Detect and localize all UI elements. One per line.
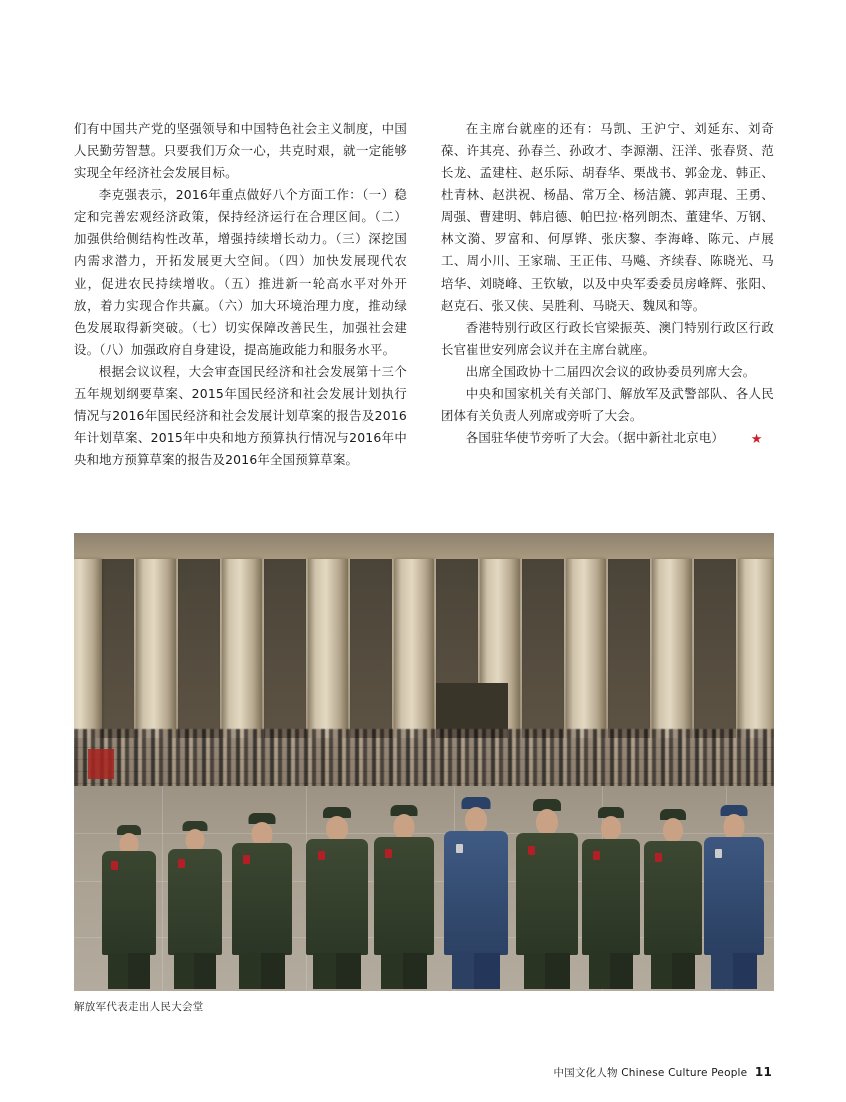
paragraph: 出席全国政协十二届四次会议的政协委员列席大会。 [465, 363, 756, 379]
trousers [545, 953, 570, 989]
trousers [239, 953, 263, 989]
trousers [313, 953, 338, 989]
delegate-badge [528, 846, 535, 855]
paragraph-text: 各国驻华使节旁听了大会。（据中新社北京电） [465, 430, 724, 446]
facade-shadow-gap [608, 559, 650, 738]
delegate-figure [644, 809, 702, 955]
delegate-badge [111, 861, 118, 870]
trousers [194, 953, 216, 989]
stone-column [222, 559, 262, 738]
article-body [74, 118, 774, 471]
paragraph: 李克强表示，2016年重点做好八个方面工作：（一）稳定和完善宏观经济政策，保持经济运行在合理区间。（二）加强供给侧结构性改革，增强持续增长动力。（三）深挖国内需求潜力，开拓发展更大空间。（四）加快发展现代农业，促进农民持续增收。（五）推进新一轮高水平对外开放，着力实现合作共赢。（六）加大环境治理力度，推动绿色发展取得新突破。（七）切实保障改善民生，加强社会建设。（八）加强政府自身建设，提高施政能力和服务水平。 [74, 187, 407, 357]
uniform-jacket [306, 839, 368, 955]
paragraph: 根据会议议程，大会审查国民经济和社会发展第十三个五年规划纲要草案、2015年国民经济和社会发展计划执行情况与2016年国民经济和社会发展计划草案的报告及2016年计划草案、2015年中央和地方预算执行情况与2016年中央和地方预算草案的报告及2016年全国预算草案。 [74, 363, 407, 468]
facade-shadow-gap [350, 559, 392, 738]
delegate-figure [582, 807, 640, 955]
delegate-figure [168, 821, 222, 955]
trousers [711, 953, 735, 989]
head [186, 829, 205, 851]
head [394, 814, 415, 839]
delegate-figure [102, 825, 156, 955]
stone-column [74, 559, 102, 738]
facade-shadow-gap [178, 559, 220, 738]
head [724, 814, 745, 839]
rank-insignia [715, 849, 722, 858]
delegate-badge [243, 855, 250, 864]
trousers [610, 953, 633, 989]
facade-shadow-gap [264, 559, 306, 738]
uniform-jacket [704, 837, 764, 955]
uniform-jacket [168, 849, 222, 955]
delegate-badge [318, 851, 325, 860]
publication-name-en: Chinese Culture People [621, 1067, 748, 1079]
uniform-jacket [582, 839, 640, 955]
facade-cornice [74, 533, 774, 559]
head [465, 807, 487, 833]
uniform-jacket [374, 837, 434, 955]
stone-column [308, 559, 348, 738]
paragraph: 香港特别行政区行政长官梁振英、澳门特别行政区行政长官崔世安列席会议并在主席台就座。 [441, 319, 774, 357]
article-photo [74, 533, 774, 991]
delegate-figure [232, 813, 292, 955]
page-footer [553, 1065, 772, 1080]
facade-shadow-gap [522, 559, 564, 738]
delegate-badge [593, 851, 600, 860]
trousers [672, 953, 695, 989]
trousers [403, 953, 427, 989]
facade-shadow-gap [694, 559, 736, 738]
trousers [174, 953, 196, 989]
trousers [108, 953, 130, 989]
paving-line [162, 786, 163, 991]
delegate-figure [374, 805, 434, 955]
delegate-badge [385, 849, 392, 858]
trousers [336, 953, 361, 989]
right-text-column [441, 118, 774, 471]
paragraph-with-end-marker [441, 427, 774, 449]
stone-column [394, 559, 434, 738]
trousers [261, 953, 285, 989]
trousers [474, 953, 500, 989]
left-text-column [74, 118, 407, 471]
delegate-figure-air-force [704, 805, 764, 955]
head [326, 816, 348, 841]
stone-column [566, 559, 606, 738]
uniform-jacket [444, 831, 508, 955]
stone-column [136, 559, 176, 738]
delegate-badge [178, 859, 185, 868]
delegate-figure [516, 799, 578, 955]
trousers [651, 953, 674, 989]
uniform-jacket [516, 833, 578, 955]
page-number: 11 [754, 1065, 772, 1079]
delegate-figure [306, 807, 368, 955]
red-banner [88, 749, 114, 779]
photo-caption: 解放军代表走出人民大会堂 [74, 1001, 204, 1013]
delegate-figure-air-force [444, 797, 508, 955]
stone-column [652, 559, 692, 738]
end-marker-star-icon: ★ [750, 432, 763, 448]
photo-scene [74, 533, 774, 991]
uniform-jacket [102, 851, 156, 955]
paragraph: 们有中国共产党的坚强领导和中国特色社会主义制度，中国人民勤劳智慧。只要我们万众一心，共克时艰，就一定能够实现全年经济社会发展目标。 [74, 121, 407, 181]
head [601, 816, 621, 840]
head [536, 809, 558, 835]
head [663, 818, 683, 842]
uniform-jacket [644, 841, 702, 955]
trousers [733, 953, 757, 989]
paragraph: 中央和国家机关有关部门、解放军及武警部队、各人民团体有关负责人列席或旁听了大会。 [441, 385, 774, 424]
uniform-jacket [232, 843, 292, 955]
stone-column [738, 559, 774, 738]
trousers [381, 953, 405, 989]
rank-insignia [456, 844, 463, 853]
trousers [589, 953, 612, 989]
paragraph: 在主席台就座的还有：马凯、王沪宁、刘延东、刘奇葆、许其亮、孙春兰、孙政才、李源潮、汪洋、张春贤、范长龙、孟建柱、赵乐际、胡春华、栗战书、郭金龙、韩正、杜青林、赵洪祝、杨晶、常万全、杨洁篪、郭声琨、王勇、周强、曹建明、韩启德、帕巴拉·格列朗杰、董建华、万钢、林文漪、罗富和、何厚铧、张庆黎、李海峰、陈元、卢展工、周小川、王家瑞、王正伟、马飚、齐续春、陈晓光、马培华、刘晓峰、王钦敏，以及中央军委委员房峰辉、张阳、赵克石、张又侠、吴胜利、马晓天、魏凤和等。 [441, 121, 774, 313]
publication-name-cn: 中国文化人物 [553, 1067, 618, 1079]
delegate-badge [655, 853, 662, 862]
trousers [128, 953, 150, 989]
